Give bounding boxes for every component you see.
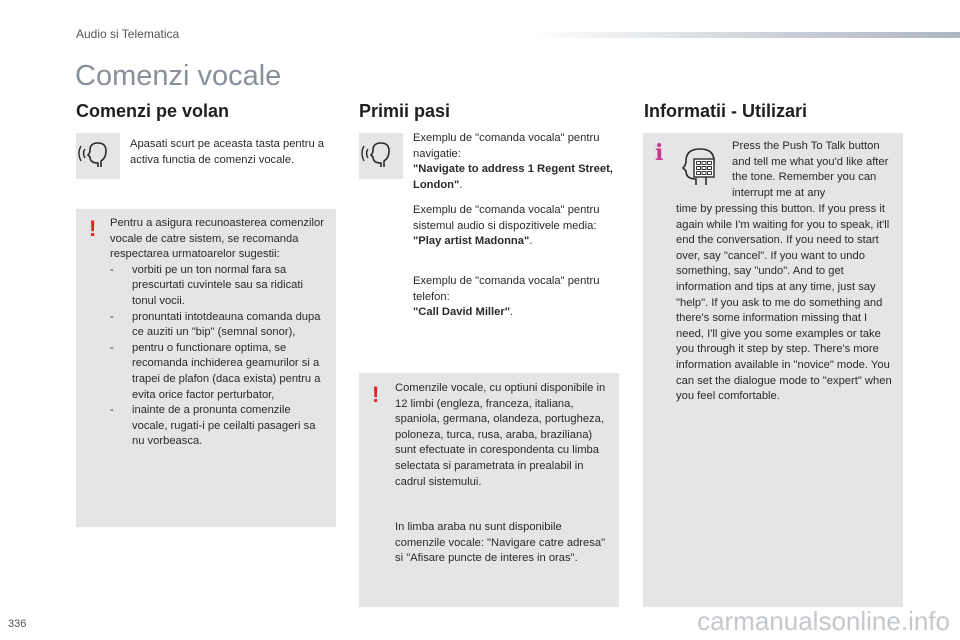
- info-text-top: Press the Push To Talk button and tell me what you'd like after the tone. Remember you can interrupt me at any: [732, 140, 889, 199]
- info-text-rest: time by pressing this button. If you press it again while I'm waiting for you to speak, it'll end the conversation. If you need to start over, say "cancel". If you want to undo something, say "undo". And to get information and tips at any time, just say "help". If you ask to me do something and there's some information missing that I need, I'll give you some examples or take you through it step by step. There's more information available in "novice" mode. You can set the dialogue mode to "expert" when you feel comfortable.: [676, 203, 892, 403]
- heading-comenzi-volan: Comenzi pe volan: [76, 101, 230, 121]
- list-item: - inainte de a pronunta comenzile vocale, rugati-i pe ceilalti pasageri sa nu vorbeasca.: [110, 404, 316, 448]
- page-title: Comenzi vocale: [75, 60, 282, 92]
- push-to-talk-icon: [676, 141, 724, 191]
- warning-icon: !: [372, 382, 380, 407]
- heading-informatii-utilizari: Informatii - Utilizari: [644, 101, 808, 121]
- list-item: - vorbiti pe un ton normal fara sa prescurtati cuvintele sau sa ridicati tonul vocii.: [110, 263, 303, 307]
- languages-warning-text: Comenzile vocale, cu optiuni disponibile in 12 limbi (engleza, franceza, italiana, spaniola, germana, olandeza, portugheza, poloneza, turca, rusa, araba, braziliana) sunt efectuate in corespondenta cu limba selectata si parametrata in prealabil in cadrul sistemului.: [395, 382, 606, 488]
- watermark: carmanualsonline.info: [697, 606, 950, 636]
- example-media-command: "Play artist Madonna": [413, 235, 530, 248]
- list-item: - pronuntati intotdeauna comanda dupa ce auziti un "bip" (semnal sonor),: [110, 310, 321, 339]
- arabic-note-text: In limba araba nu sunt disponibile comenzile vocale: "Navigare catre adresa" si "Afisare puncte de interes in oras".: [395, 521, 606, 565]
- volan-warning-intro: Pentru a asigura recunoasterea comenzilor vocale de catre sistem, se recomanda respectarea urmatoarelor sugestii:: [110, 217, 324, 261]
- example-media: Exemplu de "comanda vocala" pentru sistemul audio si dispozitivele media: "Play artist Madonna".: [413, 204, 600, 248]
- example-phone-command: "Call David Miller": [413, 306, 511, 319]
- example-phone: Exemplu de "comanda vocala" pentru telefon: "Call David Miller".: [413, 275, 600, 319]
- example-navigation: Exemplu de "comanda vocala" pentru navigatie: "Navigate to address 1 Regent Street, London".: [413, 132, 613, 191]
- voice-command-icon: [359, 133, 403, 179]
- volan-intro-text: Apasati scurt pe aceasta tasta pentru a activa functia de comenzi vocale.: [130, 138, 325, 166]
- warning-icon: !: [89, 216, 97, 241]
- header-divider-bar: [530, 32, 960, 38]
- voice-command-icon: [76, 133, 120, 179]
- volan-warning-text: [110, 216, 328, 450]
- list-item: - pentru o functionare optima, se recomanda inchiderea geamurilor si a trapei de plafon (daca exista) pentru a evita orice factor perturbator,: [110, 341, 321, 401]
- volan-tips-list: [110, 263, 328, 450]
- example-navigation-command: "Navigate to address 1 Regent Street, London": [413, 163, 613, 191]
- section-header: Audio si Telematica: [76, 27, 180, 41]
- heading-primii-pasi: Primii pasi: [359, 101, 451, 121]
- info-icon: i: [655, 140, 664, 166]
- page-number: 336: [8, 618, 27, 630]
